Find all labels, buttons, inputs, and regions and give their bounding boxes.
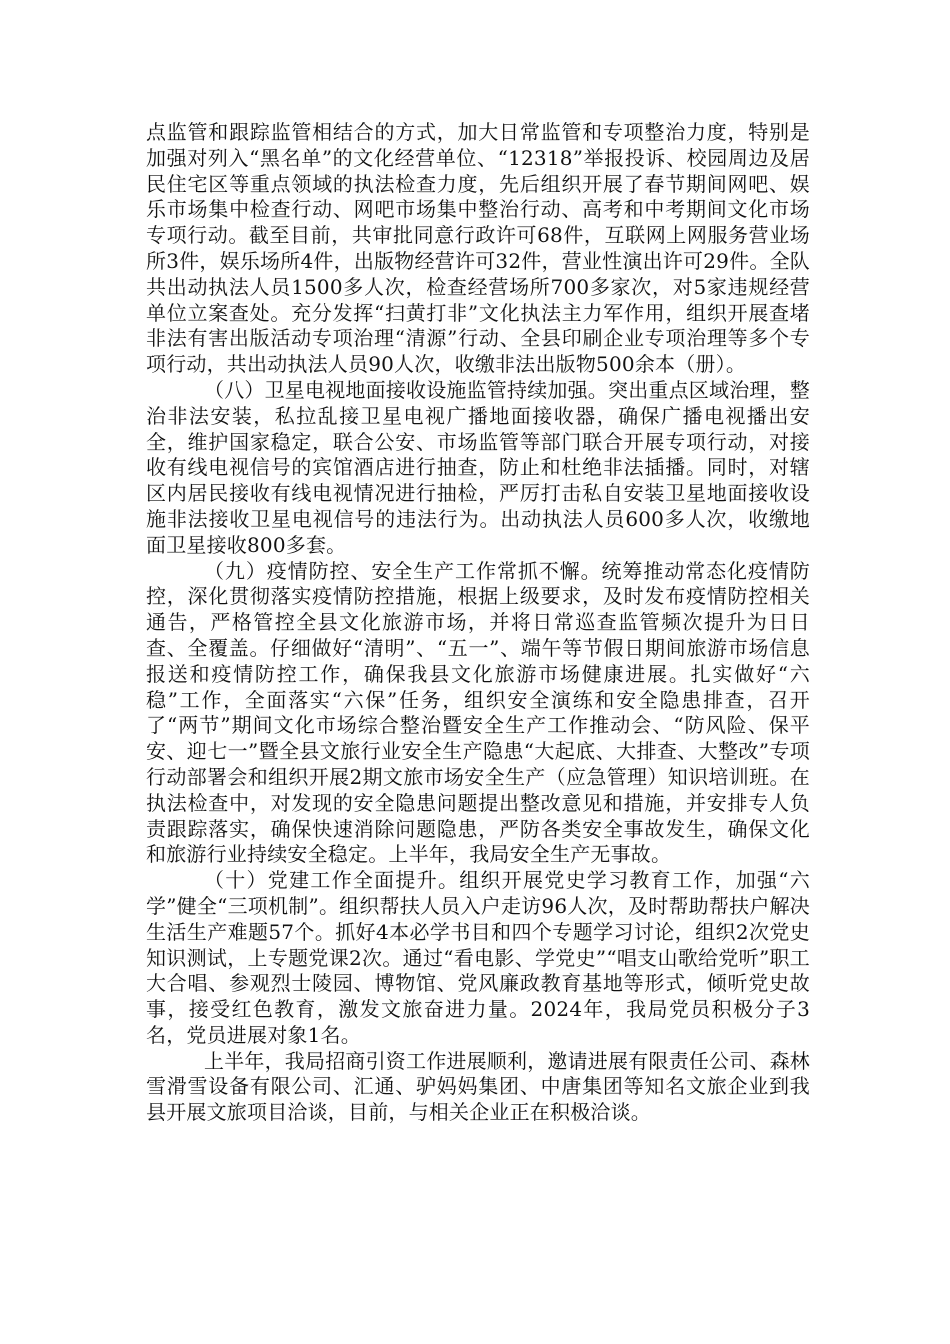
paragraph-supervision-continued: 点监管和跟踪监管相结合的方式，加大日常监管和专项整治力度，特别是加强对列入“黑名单”的文化经营单位、“12318”举报投诉、校园周边及居民住宅区等重点领域的执法检查力度，先后组织开展了春节期间网吧、娱乐市场集中检查行动、网吧市场集中整治行动、高考和中考期间文化市场专项行动。截至目前，共审批同意行政许可68件，互联网上网服务营业场所3件，娱乐场所4件，出版物经营许可32件，营业性演出许可29件。全队共出动执法人员1500多人次，检查经营场所700多家次，对5家违规经营单位立案查处。充分发挥“扫黄打非”文化执法主力军作用，组织开展查堵非法有害出版活动专项治理“清源”行动、全县印刷企业专项治理等多个专项行动，共出动执法人员90人次，收缴非法出版物500余本（册）。 bbox=[146, 120, 810, 377]
paragraph-epidemic-safety: （九）疫情防控、安全生产工作常抓不懈。统筹推动常态化疫情防控，深化贯彻落实疫情防控措施，根据上级要求，及时发布疫情防控相关通告，严格管控全县文化旅游市场，并将日常巡查监管频次提升为日日查、全覆盖。仔细做好“清明”、“五一”、端午等节假日期间旅游市场信息报送和疫情防控工作，确保我县文化旅游市场健康进展。扎实做好“六稳”工作，全面落实“六保”任务，组织安全演练和安全隐患排查，召开了“两节”期间文化市场综合整治暨安全生产工作推动会、“防风险、保平安、迎七一”暨全县文旅行业安全生产隐患“大起底、大排查、大整改”专项行动部署会和组织开展2期文旅市场安全生产（应急管理）知识培训班。在执法检查中，对发现的安全隐患问题提出整改意见和措施，并安排专人负责跟踪落实，确保快速消除问题隐患，严防各类安全事故发生，确保文化和旅游行业持续安全稳定。上半年，我局安全生产无事故。 bbox=[146, 558, 810, 867]
paragraph-investment: 上半年，我局招商引资工作进展顺利，邀请进展有限责任公司、森林雪滑雪设备有限公司、汇通、驴妈妈集团、中唐集团等知名文旅企业到我县开展文旅项目洽谈，目前，与相关企业正在积极洽谈。 bbox=[146, 1048, 810, 1125]
paragraph-party-building: （十）党建工作全面提升。组织开展党史学习教育工作，加强“六学”健全“三项机制”。组织帮扶人员入户走访96人次，及时帮助帮扶户解决生活生产难题57个。抓好4本必学书目和四个专题学习讨论，组织2次党史知识测试，上专题党课2次。通过“看电影、学党史”“唱支山歌给党听”职工大合唱、参观烈士陵园、博物馆、党风廉政教育基地等形式，倾听党史故事，接受红色教育，激发文旅奋进力量。2024年，我局党员积极分子3名，党员进展对象1名。 bbox=[146, 868, 810, 1047]
document-body bbox=[146, 120, 810, 1126]
paragraph-satellite-tv: （八）卫星电视地面接收设施监管持续加强。突出重点区域治理，整治非法安装，私拉乱接卫星电视广播地面接收器，确保广播电视播出安全，维护国家稳定，联合公安、市场监管等部门联合开展专项行动，对接收有线电视信号的宾馆酒店进行抽查，防止和杜绝非法插播。同时，对辖区内居民接收有线电视情况进行抽检，严厉打击私自安装卫星地面接收设施非法接收卫星电视信号的违法行为。出动执法人员600多人次，收缴地面卫星接收800多套。 bbox=[146, 377, 810, 557]
